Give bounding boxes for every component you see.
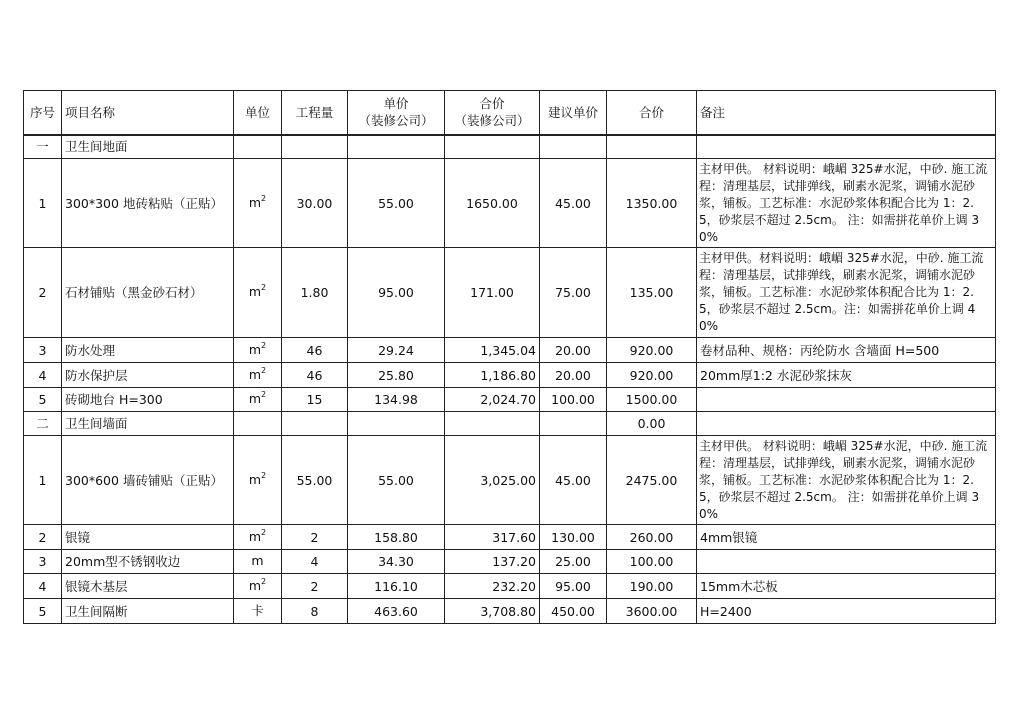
row-total: 1,345.04 (445, 338, 540, 363)
header-total-line2: （装修公司） (454, 113, 530, 129)
row-name: 银镜 (62, 525, 234, 550)
row-notes: 20mm厚1:2 水泥砂浆抹灰 (697, 363, 996, 388)
header-seq: 序号 (24, 91, 62, 135)
row-seq: 5 (24, 599, 62, 624)
header-suggest-price: 建议单价 (540, 91, 607, 135)
table-row (24, 363, 996, 388)
row-suggest-total: 100.00 (607, 550, 697, 574)
row-total: 171.00 (445, 248, 540, 338)
table-row (24, 525, 996, 550)
row-notes: 主材甲供。材料说明：峨嵋 325#水泥，中砂. 施工流程：清理基层，试排弹线，刷素水泥浆，调铺水泥砂浆，铺板。工艺标准：水泥砂浆体积配合比为 1：2.5，砂浆层不超过 2.5cm。注：如需拼花单价上调 40% (697, 248, 996, 338)
row-suggest-price: 25.00 (540, 550, 607, 574)
row-name: 石材铺贴（黑金砂石材） (62, 248, 234, 338)
table-row (24, 436, 996, 525)
row-unit: $m^2$ (234, 525, 282, 550)
row-price: 34.30 (348, 550, 445, 574)
header-qty: 工程量 (282, 91, 348, 135)
header-name: 项目名称 (62, 91, 234, 135)
row-unit: $m^2$ (234, 159, 282, 248)
row-suggest-price: 75.00 (540, 248, 607, 338)
table-row (24, 159, 996, 248)
row-total: 1650.00 (445, 159, 540, 248)
row-seq: 1 (24, 436, 62, 525)
row-unit: $m^2$ (234, 338, 282, 363)
section-name: 卫生间墙面 (62, 412, 234, 436)
row-seq: 3 (24, 338, 62, 363)
row-seq: 4 (24, 574, 62, 599)
header-price (348, 91, 445, 135)
table-row (24, 248, 996, 338)
row-total: 1,186.80 (445, 363, 540, 388)
quotation-table (23, 90, 996, 624)
row-qty: 46 (282, 363, 348, 388)
row-qty: 30.00 (282, 159, 348, 248)
row-seq: 4 (24, 363, 62, 388)
row-unit: $m^2$ (234, 248, 282, 338)
row-price: 29.24 (348, 338, 445, 363)
header-price-line2: （装修公司） (358, 113, 434, 129)
row-suggest-price: 20.00 (540, 338, 607, 363)
row-suggest-total: 920.00 (607, 338, 697, 363)
row-unit: $m^2$ (234, 363, 282, 388)
row-notes: H=2400 (697, 599, 996, 624)
row-suggest-price: 45.00 (540, 436, 607, 525)
header-notes: 备注 (697, 91, 996, 135)
row-notes: 4mm银镜 (697, 525, 996, 550)
row-price: 25.80 (348, 363, 445, 388)
row-seq: 5 (24, 388, 62, 412)
row-suggest-price: 450.00 (540, 599, 607, 624)
row-suggest-price: 100.00 (540, 388, 607, 412)
row-price: 463.60 (348, 599, 445, 624)
row-price: 55.00 (348, 159, 445, 248)
row-qty: 8 (282, 599, 348, 624)
row-name: 银镜木基层 (62, 574, 234, 599)
row-qty: 55.00 (282, 436, 348, 525)
row-name: 300*600 墙砖铺贴（正贴） (62, 436, 234, 525)
row-total: 137.20 (445, 550, 540, 574)
row-suggest-total: 1350.00 (607, 159, 697, 248)
row-price: 55.00 (348, 436, 445, 525)
section-suggest-total: 0.00 (607, 412, 697, 436)
row-price: 116.10 (348, 574, 445, 599)
row-price: 134.98 (348, 388, 445, 412)
row-qty: 2 (282, 574, 348, 599)
row-qty: 1.80 (282, 248, 348, 338)
row-suggest-total: 2475.00 (607, 436, 697, 525)
row-suggest-total: 920.00 (607, 363, 697, 388)
row-suggest-price: 45.00 (540, 159, 607, 248)
header-row (24, 91, 996, 135)
header-suggest-total: 合价 (607, 91, 697, 135)
section-seq: 二 (24, 412, 62, 436)
row-name: 砖砌地台 H=300 (62, 388, 234, 412)
row-suggest-price: 20.00 (540, 363, 607, 388)
row-suggest-total: 3600.00 (607, 599, 697, 624)
row-suggest-total: 135.00 (607, 248, 697, 338)
section-row (24, 412, 996, 436)
row-suggest-total: 260.00 (607, 525, 697, 550)
row-notes: 15mm木芯板 (697, 574, 996, 599)
row-unit: 卡 (234, 599, 282, 624)
row-unit: $m^2$ (234, 388, 282, 412)
row-notes: 卷材品种、规格：丙纶防水 含墙面 H=500 (697, 338, 996, 363)
header-total-line1: 合价 (479, 96, 505, 112)
row-suggest-total: 1500.00 (607, 388, 697, 412)
row-name: 防水保护层 (62, 363, 234, 388)
row-name: 卫生间隔断 (62, 599, 234, 624)
header-price-line1: 单价 (383, 96, 409, 112)
table-row (24, 338, 996, 363)
row-name: 20mm型不锈钢收边 (62, 550, 234, 574)
header-unit: 单位 (234, 91, 282, 135)
row-total: 232.20 (445, 574, 540, 599)
row-total: 3,025.00 (445, 436, 540, 525)
table-row (24, 550, 996, 574)
row-qty: 4 (282, 550, 348, 574)
row-seq: 3 (24, 550, 62, 574)
row-total: 2,024.70 (445, 388, 540, 412)
table-row (24, 574, 996, 599)
row-qty: 15 (282, 388, 348, 412)
row-notes: 主材甲供。 材料说明：峨嵋 325#水泥，中砂. 施工流程：清理基层，试排弹线，刷素水泥浆，调铺水泥砂浆，铺板。工艺标准：水泥砂浆体积配合比为 1：2.5，砂浆层不超过 2.5cm。 注：如需拼花单价上调 30% (697, 159, 996, 248)
header-total (445, 91, 540, 135)
row-total: 317.60 (445, 525, 540, 550)
row-qty: 2 (282, 525, 348, 550)
row-seq: 1 (24, 159, 62, 248)
row-name: 防水处理 (62, 338, 234, 363)
row-suggest-total: 190.00 (607, 574, 697, 599)
row-unit: $m^2$ (234, 436, 282, 525)
row-suggest-price: 95.00 (540, 574, 607, 599)
row-price: 158.80 (348, 525, 445, 550)
section-row (24, 135, 996, 159)
row-price: 95.00 (348, 248, 445, 338)
section-seq: 一 (24, 135, 62, 159)
row-seq: 2 (24, 525, 62, 550)
row-qty: 46 (282, 338, 348, 363)
row-notes: 主材甲供。 材料说明：峨嵋 325#水泥，中砂. 施工流程：清理基层，试排弹线，刷素水泥浆，调铺水泥砂浆，铺板。工艺标准：水泥砂浆体积配合比为 1：2.5，砂浆层不超过 2.5cm。 注：如需拼花单价上调 30% (697, 436, 996, 525)
table-row (24, 388, 996, 412)
row-suggest-price: 130.00 (540, 525, 607, 550)
row-unit: $m^2$ (234, 574, 282, 599)
row-unit: m (234, 550, 282, 574)
section-name: 卫生间地面 (62, 135, 234, 159)
row-notes (697, 388, 996, 412)
row-total: 3,708.80 (445, 599, 540, 624)
row-seq: 2 (24, 248, 62, 338)
row-notes (697, 550, 996, 574)
row-name: 300*300 地砖粘贴（正贴） (62, 159, 234, 248)
table-row (24, 599, 996, 624)
